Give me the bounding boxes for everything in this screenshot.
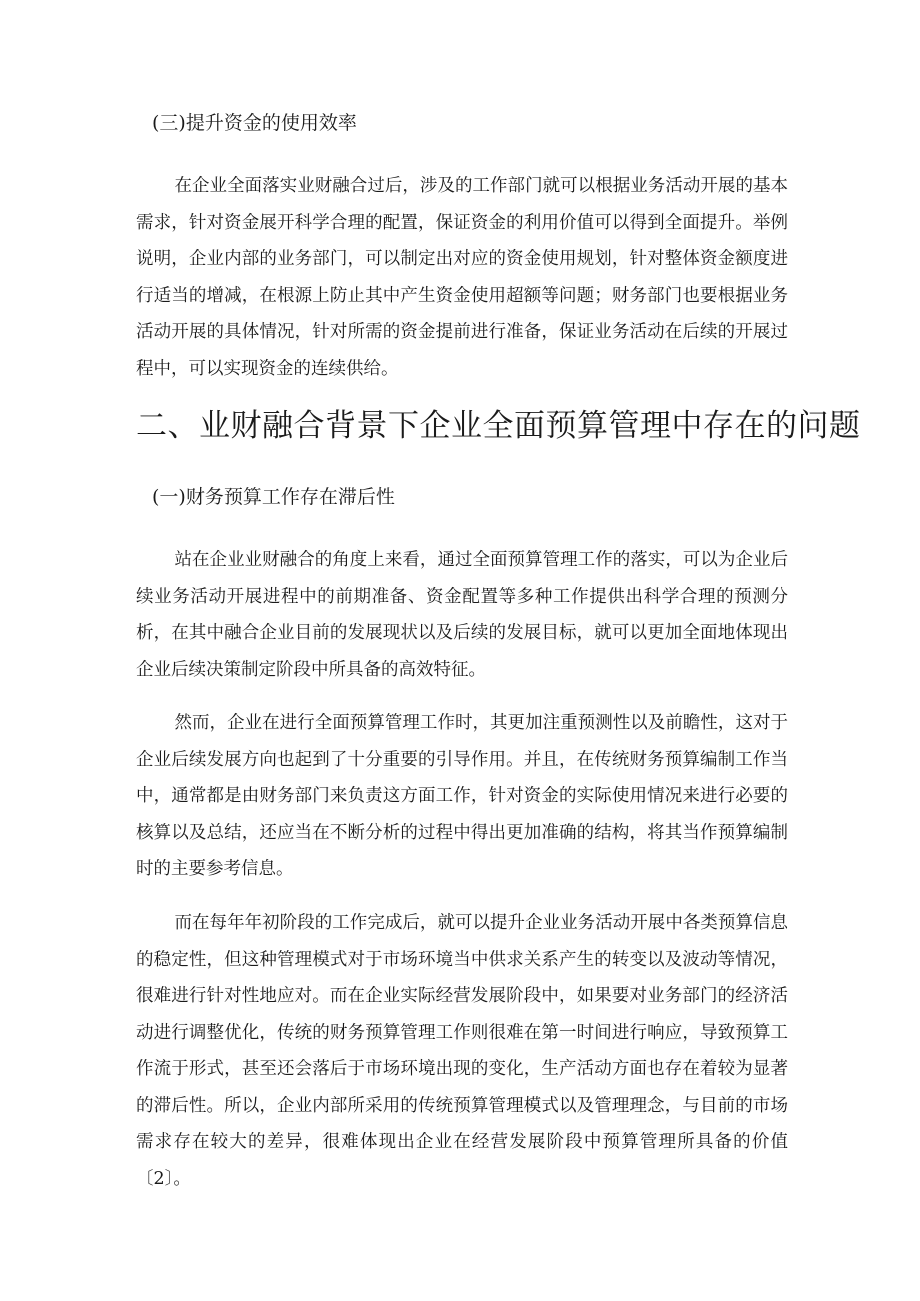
paragraph-budget-lag-1: 站在企业业财融合的角度上来看，通过全面预算管理工作的落实，可以为企业后续业务活动开展进程中的前期准备、资金配置等多种工作提供出科学合理的预测分析，在其中融合企业目前的发展现状以及后续的发展目标，就可以更加全面地体现出企业后续决策制定阶段中所具备的高效特征。 xyxy=(136,550,788,680)
section-heading-improve-fund-efficiency: (三)提升资金的使用效率 xyxy=(152,112,357,134)
chapter-heading-problems: 二、业财融合背景下企业全面预算管理中存在的问题 xyxy=(136,408,861,444)
section-heading-budget-lag: (一)财务预算工作存在滞后性 xyxy=(152,486,395,508)
paragraph-fund-efficiency: 在企业全面落实业财融合过后，涉及的工作部门就可以根据业务活动开展的基本需求，针对资金展开科学合理的配置，保证资金的利用价值可以得到全面提升。举例说明，企业内部的业务部门，可以制定出对应的资金使用规划，针对整体资金额度进行适当的增减，在根源上防止其中产生资金使用超额等问题；财务部门也要根据业务活动开展的具体情况，针对所需的资金提前进行准备，保证业务活动在后续的开展过程中，可以实现资金的连续供给。 xyxy=(136,176,788,379)
paragraph-budget-lag-2: 然而，企业在进行全面预算管理工作时，其更加注重预测性以及前瞻性，这对于企业后续发展方向也起到了十分重要的引导作用。并且，在传统财务预算编制工作当中，通常都是由财务部门来负责这方面工作，针对资金的实际使用情况来进行必要的核算以及总结，还应当在不断分析的过程中得出更加准确的结构，将其当作预算编制时的主要参考信息。 xyxy=(136,713,788,879)
paragraph-budget-lag-3: 而在每年年初阶段的工作完成后，就可以提升企业业务活动开展中各类预算信息的稳定性，但这种管理模式对于市场环境当中供求关系产生的转变以及波动等情况，很难进行针对性地应对。而在企业实际经营发展阶段中，如果要对业务部门的经济活动进行调整优化，传统的财务预算管理工作则很难在第一时间进行响应，导致预算工作流于形式，甚至还会落后于市场环境出现的变化，生产活动方面也存在着较为显著的滞后性。所以，企业内部所采用的传统预算管理模式以及管理理念，与目前的市场需求存在较大的差异，很难体现出企业在经营发展阶段中预算管理所具备的价值〔2〕。 xyxy=(136,913,788,1189)
